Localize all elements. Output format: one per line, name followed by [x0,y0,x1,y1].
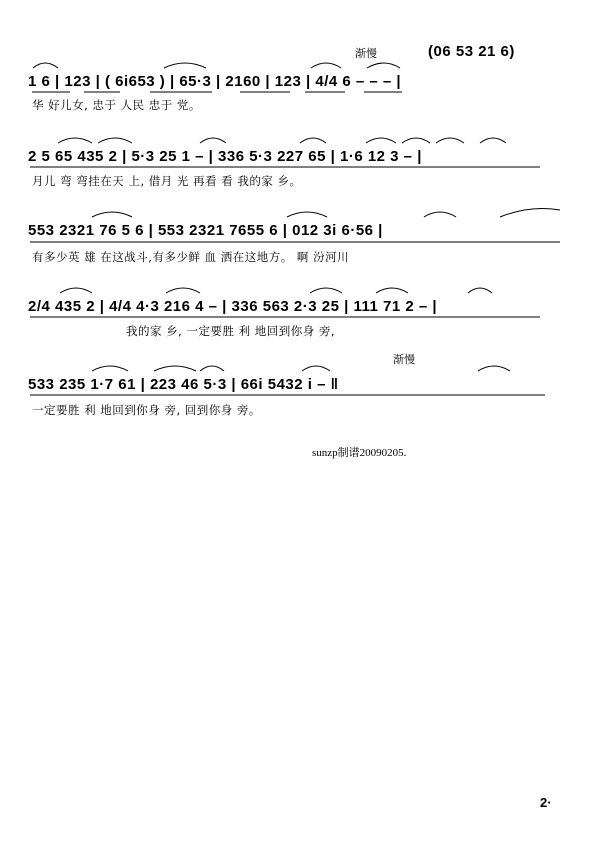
score-line-3-lyrics: 有多少英 雄 在这战斗,有多少鲜 血 洒在这地方。 啊 汾河川 [32,250,350,264]
score-line-5-lyrics: 一定要胜 利 地回到你身 旁, 回到你身 旁。 [32,403,261,417]
score-line-1-lyrics: 华 好儿女, 忠于 人民 忠于 党。 [32,98,201,112]
score-line-3-notes: 553 2321 76 5 6 | 553 2321 7655 6 | 012 3i 6·56 | [28,222,383,239]
score-line-4-notes: 2/4 435 2 | 4/4 4·3 216 4 – | 336 563 2·3 25 | 111 71 2 – | [28,298,438,315]
intro-notes: (06 53 21 6) [428,43,515,60]
arranger-credit: sunzp制谱20090205. [312,447,407,459]
score-line-2-notes: 2 5 65 435 2 | 5·3 25 1 – | 336 5·3 227 65 | 1·6 12 3 – | [28,148,422,165]
score-line-5-notes: 533 235 1·7 61 | 223 46 5·3 | 66i 5432 i – ‖ [28,376,339,393]
score-line-2-lyrics: 月儿 弯 弯挂在天 上, 借月 光 再看 看 我的家 乡。 [32,174,302,188]
score-line-1-notes: 1 6 | 123 | ( 6i653 ) | 65·3 | 2160 | 123 | 4/4 6 – – – | [28,73,402,90]
page-number: 2· [540,795,552,810]
tempo-mark: 渐慢 [355,47,377,60]
score-line-4-lyrics: 我的家 乡, 一定要胜 利 地回到你身 旁, [126,324,336,338]
tempo-mark-2: 渐慢 [393,353,415,366]
